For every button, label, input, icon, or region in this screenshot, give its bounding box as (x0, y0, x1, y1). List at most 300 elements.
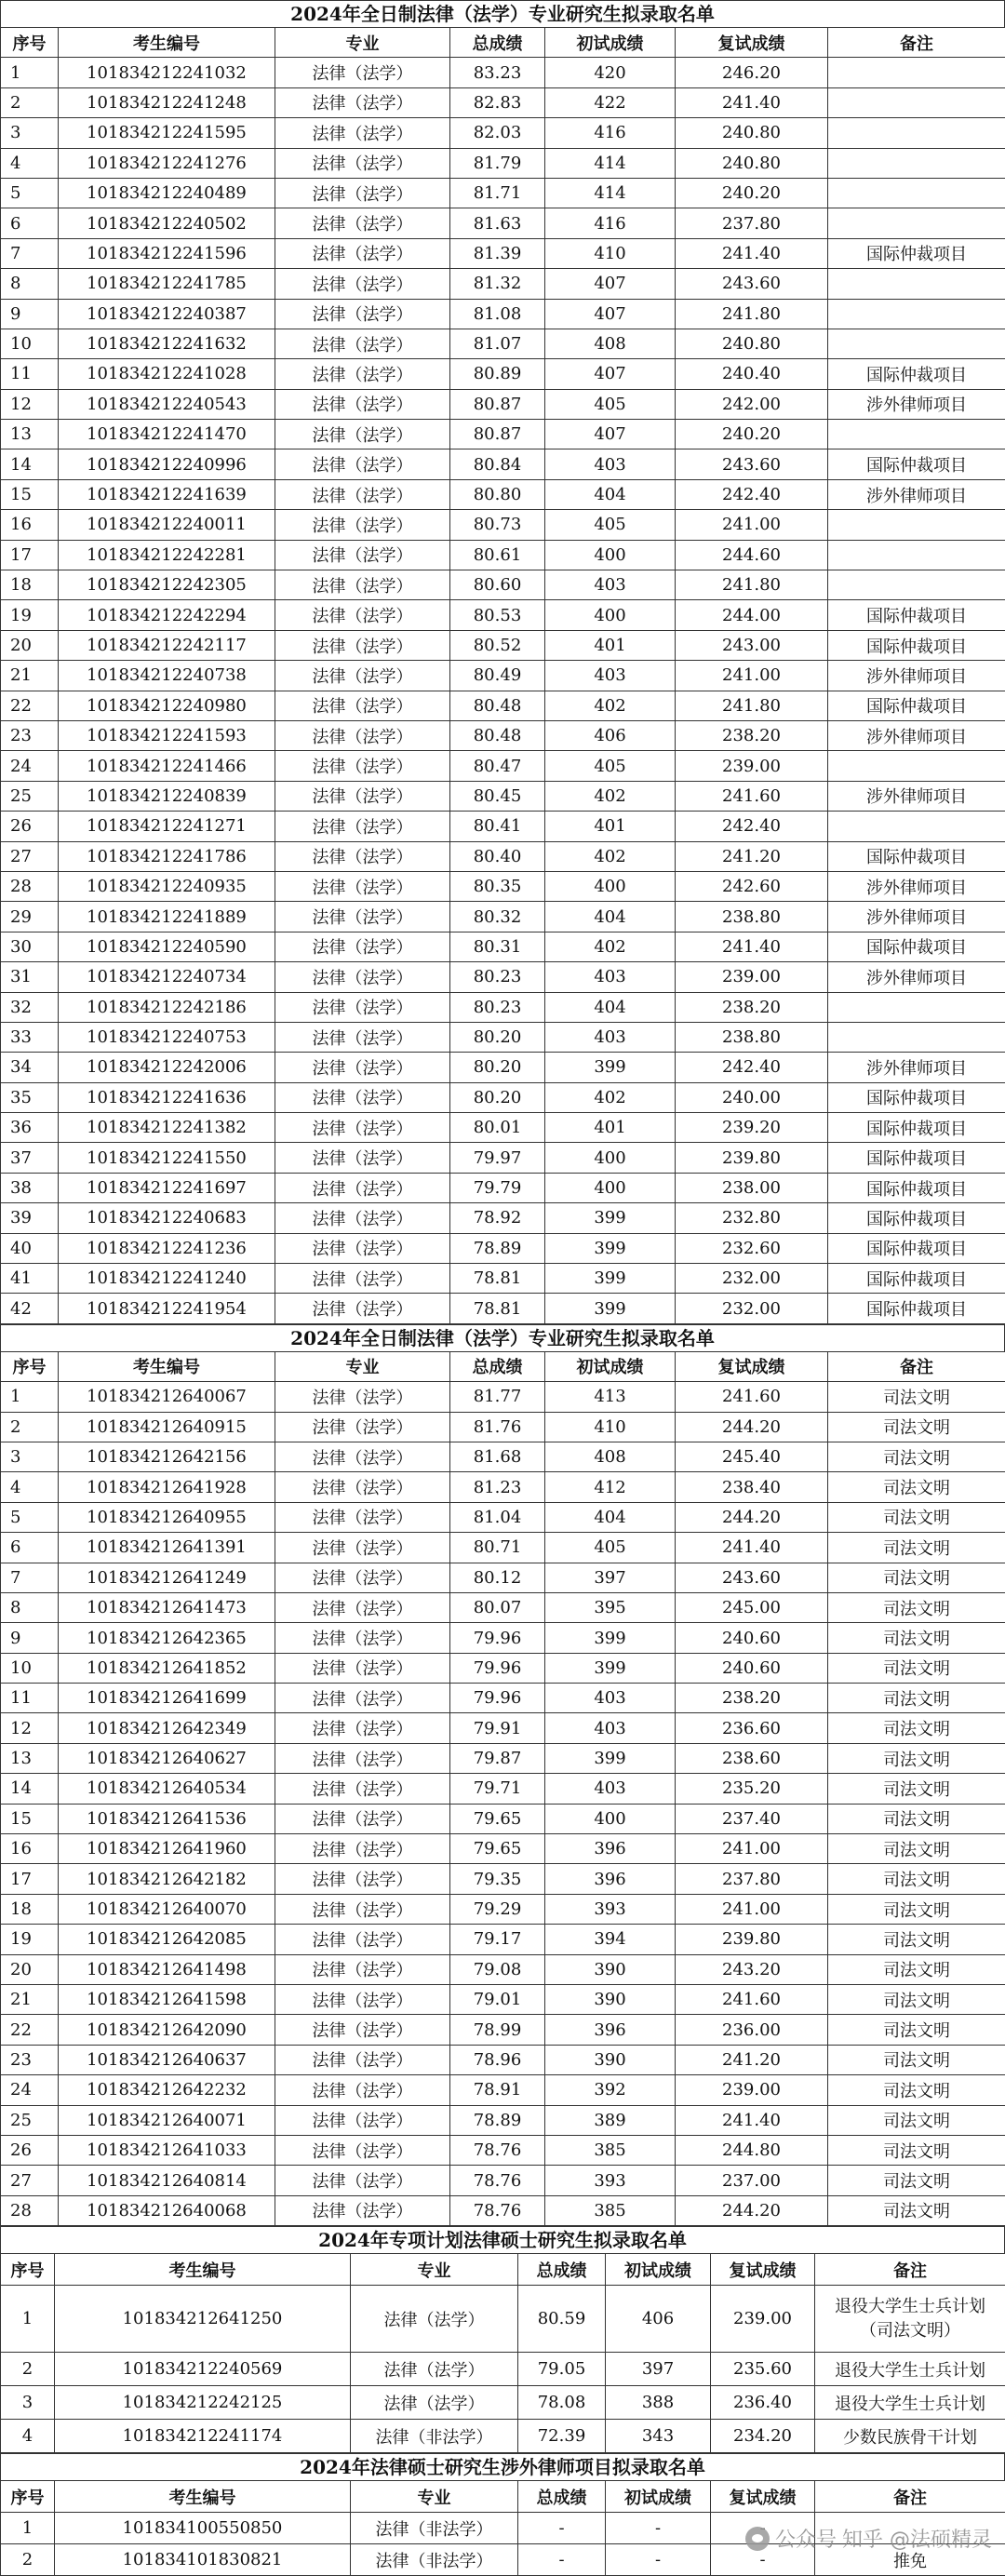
cell-col-seq: 6 (1, 208, 59, 238)
cell-col-note (828, 329, 1005, 358)
cell-col-initial: 404 (545, 479, 676, 509)
cell-col-retest: 242.40 (676, 812, 828, 841)
table-row (1, 962, 1005, 992)
cell-col-seq: 1 (1, 58, 59, 87)
cell-col-retest: 240.00 (676, 1082, 828, 1112)
cell-col-retest: 235.20 (676, 1774, 828, 1804)
cell-col-exam-id: 101834212642232 (59, 2075, 275, 2105)
table-row (1, 329, 1005, 358)
cell-col-note: 司法文明 (828, 1502, 1005, 1532)
cell-col-initial: 420 (545, 58, 676, 87)
table-row (1, 2166, 1005, 2195)
section-title: 2024年法律硕士研究生涉外律师项目拟录取名单 (0, 2453, 1005, 2480)
header-col-retest: 复试成绩 (676, 1351, 828, 1381)
cell-col-initial: 405 (545, 510, 676, 540)
table-row (1, 1082, 1005, 1112)
cell-col-initial: 399 (545, 1623, 676, 1653)
header-col-initial: 初试成绩 (606, 2254, 711, 2286)
cell-col-retest: 239.00 (676, 962, 828, 992)
cell-col-major: 法律（法学） (275, 1173, 450, 1202)
cell-col-exam-id: 101834212640627 (59, 1743, 275, 1773)
table-row (1, 1592, 1005, 1622)
cell-col-total: 80.87 (450, 420, 545, 449)
cell-col-exam-id: 101834212241028 (59, 359, 275, 389)
cell-col-retest: 238.20 (676, 992, 828, 1022)
cell-col-total: 80.60 (450, 570, 545, 600)
watermark (745, 2524, 992, 2553)
table-row (1, 1774, 1005, 1804)
cell-col-retest: 237.80 (676, 208, 828, 238)
cell-col-seq: 13 (1, 420, 59, 449)
cell-col-seq: 17 (1, 1864, 59, 1894)
cell-col-note: 国际仲裁项目 (828, 1113, 1005, 1143)
cell-col-initial: 393 (545, 1894, 676, 1924)
cell-col-note: 国际仲裁项目 (828, 1233, 1005, 1263)
cell-col-exam-id: 101834212641536 (59, 1804, 275, 1833)
cell-col-seq: 23 (1, 720, 59, 750)
header-col-exam-id: 考生编号 (59, 1351, 275, 1381)
cell-col-major: 法律（法学） (275, 510, 450, 540)
cell-col-initial: 402 (545, 841, 676, 871)
cell-col-seq: 24 (1, 2075, 59, 2105)
cell-col-exam-id: 101834212241271 (59, 812, 275, 841)
cell-col-note: 国际仲裁项目 (828, 1264, 1005, 1294)
cell-col-total: 80.48 (450, 691, 545, 720)
cell-col-seq: 30 (1, 932, 59, 961)
cell-col-retest: 245.40 (676, 1442, 828, 1471)
cell-col-retest: 238.80 (676, 902, 828, 932)
cell-col-note: 司法文明 (828, 1563, 1005, 1592)
cell-col-initial: 402 (545, 781, 676, 811)
table-row (1, 2353, 1005, 2386)
cell-col-seq: 15 (1, 479, 59, 509)
header-col-total: 总成绩 (518, 2481, 606, 2513)
cell-col-note: 司法文明 (828, 1472, 1005, 1502)
header-col-exam-id: 考生编号 (55, 2481, 351, 2513)
cell-col-exam-id: 101834212240569 (55, 2353, 351, 2386)
cell-col-exam-id: 101834212241032 (59, 58, 275, 87)
cell-col-exam-id: 101834212240590 (59, 932, 275, 961)
cell-col-total: 82.03 (450, 118, 545, 148)
cell-col-note: 退役大学生士兵计划 (815, 2353, 1005, 2386)
table-row (1, 118, 1005, 148)
cell-col-seq: 15 (1, 1804, 59, 1833)
table-row (1, 1925, 1005, 1954)
cell-col-exam-id: 101834212642365 (59, 1623, 275, 1653)
cell-col-major: 法律（法学） (275, 1143, 450, 1173)
table-row (1, 661, 1005, 691)
cell-col-retest: 240.20 (676, 178, 828, 208)
cell-col-major: 法律（法学） (275, 841, 450, 871)
cell-col-major: 法律（法学） (275, 720, 450, 750)
cell-col-note (828, 118, 1005, 148)
cell-col-retest: 245.00 (676, 1592, 828, 1622)
cell-col-initial: 407 (545, 359, 676, 389)
table-row (1, 1985, 1005, 2015)
cell-col-retest: 241.40 (676, 238, 828, 268)
table-row (1, 148, 1005, 178)
cell-col-seq: 36 (1, 1113, 59, 1143)
cell-col-initial: 400 (545, 600, 676, 630)
cell-col-initial: 399 (545, 1203, 676, 1233)
cell-col-exam-id: 101834212241466 (59, 751, 275, 781)
cell-col-initial: 385 (545, 2195, 676, 2225)
cell-col-seq: 31 (1, 962, 59, 992)
cell-col-note: 国际仲裁项目 (828, 600, 1005, 630)
cell-col-retest: 241.00 (676, 510, 828, 540)
cell-col-total: 80.20 (450, 1022, 545, 1052)
cell-col-note: 国际仲裁项目 (828, 1143, 1005, 1173)
cell-col-seq: 16 (1, 1834, 59, 1864)
cell-col-initial: 393 (545, 2166, 676, 2195)
cell-col-seq: 24 (1, 751, 59, 781)
cell-col-total: - (518, 2544, 606, 2576)
header-col-total: 总成绩 (450, 1351, 545, 1381)
cell-col-exam-id: 101834212641250 (55, 2286, 351, 2353)
cell-col-note: 国际仲裁项目 (828, 1294, 1005, 1323)
cell-col-total: 81.04 (450, 1502, 545, 1532)
table-row (1, 2420, 1005, 2453)
header-col-initial: 初试成绩 (545, 28, 676, 58)
cell-col-total: 79.17 (450, 1925, 545, 1954)
table-row (1, 2015, 1005, 2045)
table-row (1, 781, 1005, 811)
cell-col-seq: 34 (1, 1053, 59, 1082)
cell-col-total: 81.32 (450, 269, 545, 299)
table-header-row (1, 28, 1005, 58)
cell-col-initial: 412 (545, 1472, 676, 1502)
cell-col-major: 法律（法学） (275, 1774, 450, 1804)
cell-col-initial: 403 (545, 1774, 676, 1804)
cell-col-major: 法律（法学） (275, 540, 450, 570)
table-row (1, 992, 1005, 1022)
cell-col-retest: 241.40 (676, 87, 828, 117)
cell-col-note: 涉外律师项目 (828, 902, 1005, 932)
cell-col-note (828, 58, 1005, 87)
cell-col-major: 法律（法学） (275, 238, 450, 268)
cell-col-total: 79.08 (450, 1954, 545, 1984)
cell-col-exam-id: 101834101830821 (55, 2544, 351, 2576)
cell-col-major: 法律（法学） (275, 2045, 450, 2074)
cell-col-exam-id: 101834212240387 (59, 299, 275, 329)
table-row (1, 871, 1005, 901)
cell-col-total: 78.92 (450, 1203, 545, 1233)
cell-col-total: 80.32 (450, 902, 545, 932)
cell-col-initial: 405 (545, 1533, 676, 1563)
cell-col-major: 法律（法学） (275, 329, 450, 358)
cell-col-total: 80.20 (450, 1082, 545, 1112)
cell-col-note (828, 751, 1005, 781)
cell-col-retest: 237.80 (676, 1864, 828, 1894)
cell-col-major: 法律（法学） (275, 1894, 450, 1924)
cell-col-exam-id: 101834100550850 (55, 2513, 351, 2544)
cell-col-major: 法律（法学） (275, 1233, 450, 1263)
table-row (1, 1713, 1005, 1743)
cell-col-retest: 238.40 (676, 1472, 828, 1502)
cell-col-note (828, 992, 1005, 1022)
admission-table (0, 2253, 1005, 2453)
header-col-retest: 复试成绩 (676, 28, 828, 58)
table-row (1, 812, 1005, 841)
cell-col-major: 法律（法学） (275, 1925, 450, 1954)
cell-col-retest: 242.00 (676, 389, 828, 419)
cell-col-exam-id: 101834212640068 (59, 2195, 275, 2225)
cell-col-total: 78.89 (450, 2105, 545, 2135)
cell-col-note: 少数民族骨干计划 (815, 2420, 1005, 2453)
cell-col-exam-id: 101834212641033 (59, 2135, 275, 2165)
cell-col-retest: 239.00 (676, 2075, 828, 2105)
cell-col-initial: 397 (545, 1563, 676, 1592)
cell-col-seq: 42 (1, 1294, 59, 1323)
cell-col-exam-id: 101834212241550 (59, 1143, 275, 1173)
cell-col-retest: 238.80 (676, 1022, 828, 1052)
cell-col-initial: 403 (545, 570, 676, 600)
cell-col-initial: 388 (606, 2386, 711, 2420)
cell-col-seq: 13 (1, 1743, 59, 1773)
cell-col-exam-id: 101834212241786 (59, 841, 275, 871)
cell-col-retest: 238.20 (676, 720, 828, 750)
table-row (1, 1533, 1005, 1563)
cell-col-retest: 241.80 (676, 691, 828, 720)
cell-col-note: 司法文明 (828, 1834, 1005, 1864)
cell-col-major: 法律（法学） (275, 1113, 450, 1143)
cell-col-major: 法律（法学） (275, 269, 450, 299)
cell-col-retest: 236.60 (676, 1713, 828, 1743)
table-row (1, 1954, 1005, 1984)
cell-col-retest: 239.00 (676, 751, 828, 781)
cell-col-retest: 243.60 (676, 1563, 828, 1592)
cell-col-seq: 14 (1, 449, 59, 479)
header-col-note: 备注 (815, 2254, 1005, 2286)
cell-col-exam-id: 101834212640637 (59, 2045, 275, 2074)
cell-col-retest: 240.60 (676, 1653, 828, 1683)
cell-col-total: 80.23 (450, 992, 545, 1022)
cell-col-retest: 241.00 (676, 1834, 828, 1864)
header-col-note: 备注 (828, 28, 1005, 58)
cell-col-exam-id: 101834212240489 (59, 178, 275, 208)
cell-col-seq: 27 (1, 841, 59, 871)
cell-col-initial: 404 (545, 992, 676, 1022)
cell-col-exam-id: 101834212241595 (59, 118, 275, 148)
cell-col-initial: 403 (545, 1713, 676, 1743)
cell-col-total: 78.91 (450, 2075, 545, 2105)
cell-col-exam-id: 101834212641498 (59, 1954, 275, 1984)
cell-col-major: 法律（法学） (275, 1985, 450, 2015)
cell-col-initial: 414 (545, 148, 676, 178)
section-title: 2024年全日制法律（法学）专业研究生拟录取名单 (0, 1324, 1005, 1351)
cell-col-note (828, 299, 1005, 329)
cell-col-retest: 241.40 (676, 932, 828, 961)
cell-col-total: 80.07 (450, 1592, 545, 1622)
cell-col-initial: 399 (545, 1053, 676, 1082)
cell-col-exam-id: 101834212241240 (59, 1264, 275, 1294)
cell-col-initial: 422 (545, 87, 676, 117)
cell-col-total: 81.63 (450, 208, 545, 238)
cell-col-retest: 240.80 (676, 118, 828, 148)
cell-col-initial: 399 (545, 1264, 676, 1294)
table-row (1, 1264, 1005, 1294)
table-row (1, 299, 1005, 329)
cell-col-retest: 243.60 (676, 449, 828, 479)
cell-col-retest: 238.60 (676, 1743, 828, 1773)
cell-col-exam-id: 101834212240543 (59, 389, 275, 419)
cell-col-major: 法律（法学） (275, 1623, 450, 1653)
cell-col-note: 司法文明 (828, 2135, 1005, 2165)
cell-col-exam-id: 101834212240980 (59, 691, 275, 720)
cell-col-initial: 413 (545, 1382, 676, 1412)
cell-col-retest: 241.00 (676, 1894, 828, 1924)
cell-col-note (828, 510, 1005, 540)
cell-col-initial: 405 (545, 389, 676, 419)
cell-col-major: 法律（非法学） (351, 2544, 518, 2576)
cell-col-seq: 11 (1, 359, 59, 389)
table-row (1, 1684, 1005, 1713)
cell-col-total: 79.71 (450, 1774, 545, 1804)
cell-col-seq: 7 (1, 1563, 59, 1592)
table-row (1, 1653, 1005, 1683)
table-row (1, 1053, 1005, 1082)
cell-col-total: 78.81 (450, 1294, 545, 1323)
cell-col-total: 79.79 (450, 1173, 545, 1202)
cell-col-note: 退役大学生士兵计划 (815, 2386, 1005, 2420)
cell-col-retest: 239.80 (676, 1925, 828, 1954)
cell-col-total: - (518, 2513, 606, 2544)
cell-col-note: 司法文明 (828, 1954, 1005, 1984)
cell-col-initial: 400 (545, 1173, 676, 1202)
cell-col-initial: - (606, 2513, 711, 2544)
table-row (1, 902, 1005, 932)
cell-col-major: 法律（法学） (275, 1743, 450, 1773)
cell-col-exam-id: 101834212640067 (59, 1382, 275, 1412)
table-row (1, 600, 1005, 630)
header-col-seq: 序号 (1, 28, 59, 58)
table-row (1, 2105, 1005, 2135)
cell-col-total: 80.73 (450, 510, 545, 540)
cell-col-major: 法律（法学） (275, 1713, 450, 1743)
cell-col-total: 81.79 (450, 148, 545, 178)
cell-col-seq: 20 (1, 1954, 59, 1984)
section-4 (0, 2453, 1005, 2576)
cell-col-major: 法律（法学） (275, 2075, 450, 2105)
header-col-note: 备注 (815, 2481, 1005, 2513)
cell-col-total: 79.87 (450, 1743, 545, 1773)
cell-col-note: 司法文明 (828, 1925, 1005, 1954)
header-col-seq: 序号 (1, 1351, 59, 1381)
cell-col-major: 法律（法学） (275, 751, 450, 781)
cell-col-initial: 394 (545, 1925, 676, 1954)
cell-col-initial: 399 (545, 1233, 676, 1263)
cell-col-major: 法律（法学） (275, 389, 450, 419)
cell-col-major: 法律（法学） (275, 479, 450, 509)
cell-col-total: 80.87 (450, 389, 545, 419)
cell-col-note: 司法文明 (828, 2045, 1005, 2074)
cell-col-seq: 8 (1, 1592, 59, 1622)
cell-col-note: 司法文明 (828, 1713, 1005, 1743)
table-row (1, 1412, 1005, 1442)
cell-col-major: 法律（法学） (275, 1592, 450, 1622)
cell-col-seq: 3 (1, 2386, 55, 2420)
table-row (1, 570, 1005, 600)
cell-col-note: 司法文明 (828, 1442, 1005, 1471)
cell-col-exam-id: 101834212242125 (55, 2386, 351, 2420)
cell-col-seq: 17 (1, 540, 59, 570)
cell-col-exam-id: 101834212241248 (59, 87, 275, 117)
cell-col-total: 79.91 (450, 1713, 545, 1743)
table-header-row (1, 1351, 1005, 1381)
cell-col-major: 法律（法学） (275, 992, 450, 1022)
cell-col-total: 80.89 (450, 359, 545, 389)
cell-col-retest: 238.00 (676, 1173, 828, 1202)
cell-col-initial: 403 (545, 962, 676, 992)
cell-col-total: 78.81 (450, 1264, 545, 1294)
cell-col-exam-id: 101834212642090 (59, 2015, 275, 2045)
cell-col-major: 法律（法学） (275, 691, 450, 720)
table-row (1, 2286, 1005, 2353)
cell-col-major: 法律（法学） (275, 1653, 450, 1683)
cell-col-initial: 408 (545, 1442, 676, 1471)
cell-col-total: 79.97 (450, 1143, 545, 1173)
cell-col-seq: 37 (1, 1143, 59, 1173)
header-col-exam-id: 考生编号 (59, 28, 275, 58)
cell-col-initial: 404 (545, 902, 676, 932)
cell-col-note: 国际仲裁项目 (828, 841, 1005, 871)
cell-col-exam-id: 101834212642182 (59, 1864, 275, 1894)
cell-col-note (828, 87, 1005, 117)
cell-col-seq: 12 (1, 389, 59, 419)
cell-col-seq: 32 (1, 992, 59, 1022)
table-row (1, 1203, 1005, 1233)
cell-col-note: 涉外律师项目 (828, 962, 1005, 992)
cell-col-major: 法律（法学） (275, 570, 450, 600)
cell-col-retest: 241.20 (676, 2045, 828, 2074)
cell-col-seq: 2 (1, 2353, 55, 2386)
cell-col-note: 司法文明 (828, 2195, 1005, 2225)
cell-col-retest: 241.80 (676, 299, 828, 329)
cell-col-note: 司法文明 (828, 2075, 1005, 2105)
cell-col-seq: 2 (1, 1412, 59, 1442)
cell-col-major: 法律（非法学） (351, 2513, 518, 2544)
cell-col-initial: 400 (545, 1804, 676, 1833)
cell-col-retest: 244.20 (676, 2195, 828, 2225)
cell-col-major: 法律（法学） (275, 1954, 450, 1984)
cell-col-major: 法律（法学） (275, 2166, 450, 2195)
cell-col-retest: 244.80 (676, 2135, 828, 2165)
cell-col-note (828, 269, 1005, 299)
cell-col-note: 司法文明 (828, 1623, 1005, 1653)
section-title: 2024年专项计划法律硕士研究生拟录取名单 (0, 2226, 1005, 2253)
cell-col-major: 法律（法学） (275, 299, 450, 329)
cell-col-seq: 26 (1, 812, 59, 841)
cell-col-major: 法律（法学） (275, 1382, 450, 1412)
table-row (1, 1442, 1005, 1471)
cell-col-total: 79.96 (450, 1623, 545, 1653)
cell-col-note: 司法文明 (828, 1684, 1005, 1713)
cell-col-seq: 20 (1, 630, 59, 660)
cell-col-initial: 403 (545, 1022, 676, 1052)
cell-col-initial: 403 (545, 1684, 676, 1713)
cell-col-retest: 244.60 (676, 540, 828, 570)
watermark-prefix: 公众号 (775, 2524, 837, 2553)
cell-col-total: 80.59 (518, 2286, 606, 2353)
cell-col-major: 法律（法学） (275, 2105, 450, 2135)
cell-col-initial: 397 (606, 2353, 711, 2386)
cell-col-major: 法律（法学） (275, 661, 450, 691)
cell-col-seq: 28 (1, 871, 59, 901)
cell-col-total: 79.01 (450, 1985, 545, 2015)
table-row (1, 720, 1005, 750)
cell-col-total: 78.76 (450, 2135, 545, 2165)
admission-table (0, 1351, 1005, 2226)
